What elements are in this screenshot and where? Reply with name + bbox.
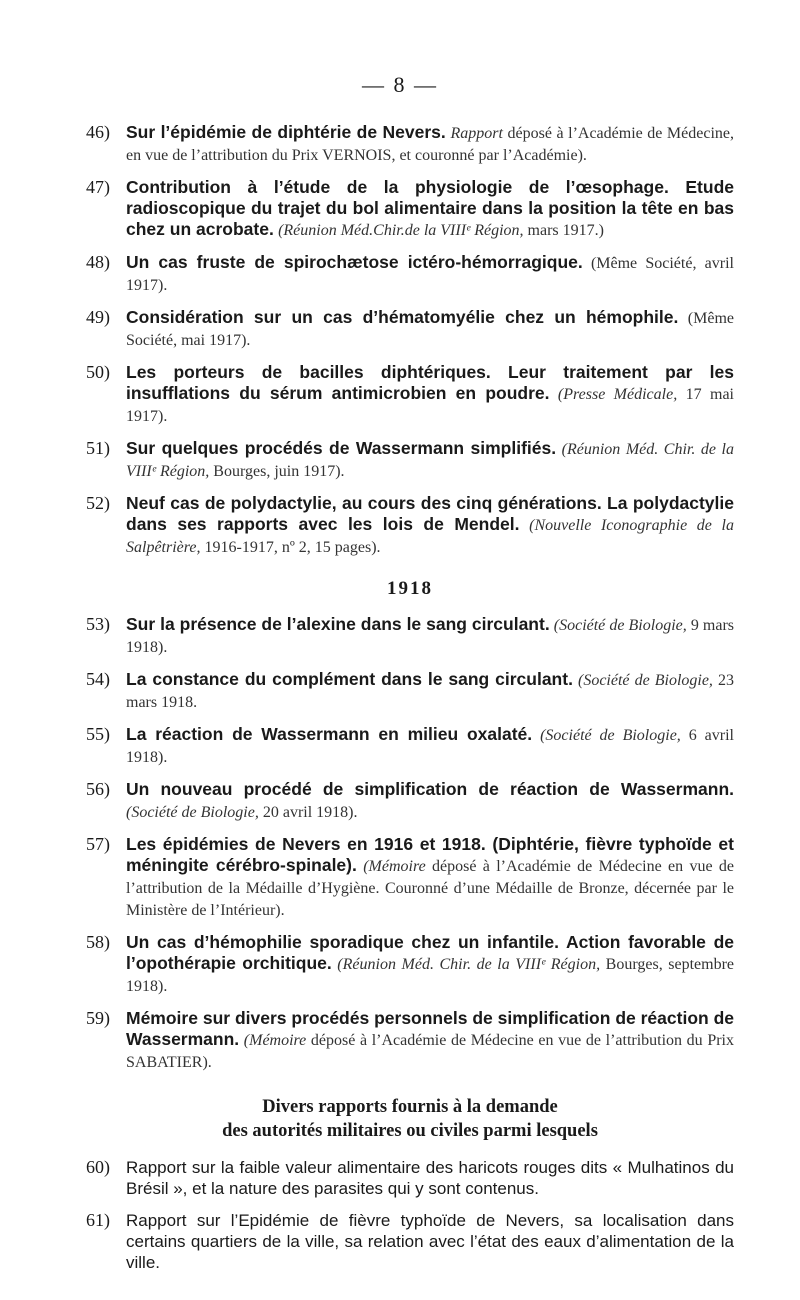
entry-text: Rapport sur la faible valeur alimentaire des haricots rouges dits « Mulhatinos du Brésil », et la nature des parasites qui y sont contenus. xyxy=(126,1158,734,1198)
entry-ref: 17 mai 1917). xyxy=(126,386,734,425)
entry-title: La réaction de Wassermann en milieu oxalaté. xyxy=(126,724,533,744)
list-item xyxy=(86,724,734,768)
entry-title: Neuf cas de polydactylie, au cours des cinq générations. La polydactylie dans ses rapports avec les lois de Mendel. xyxy=(126,493,734,534)
page-number: — 8 — xyxy=(362,72,438,97)
entry-number: 48) xyxy=(86,252,110,272)
entry-ref-italic: (Société de Biologie, xyxy=(126,804,259,821)
entry-number: 49) xyxy=(86,307,110,327)
entry-ref: déposé à l’Académie de Médecine en vue de l’attribution de la Médaille d’Hygiène. Couronné d’une Médaille de Bronze, décernée par le Ministère de l’Intérieur). xyxy=(126,858,734,919)
entry-ref: 6 avril 1918). xyxy=(126,727,734,766)
entry-number: 60) xyxy=(86,1157,110,1177)
list-item xyxy=(86,122,734,166)
bibliography-list xyxy=(86,122,734,1284)
entry-ref-italic: (Réunion Méd. Chir. de la VIIIᵉ Région, xyxy=(331,956,601,973)
entry-ref-italic: (Société de Biologie, xyxy=(532,727,681,744)
entry-ref: Bourges, septembre 1918). xyxy=(126,956,735,995)
list-item xyxy=(86,177,734,241)
entry-number: 57) xyxy=(86,834,110,854)
entry-ref-italic: (Mémoire xyxy=(356,858,426,875)
entry-title: Les porteurs de bacilles diphtériques. Leur traitement par les insufflations du sérum antimicrobien en poudre. xyxy=(126,362,734,403)
entry-number: 58) xyxy=(86,932,110,952)
entry-title: Mémoire sur divers procédés personnels de simplification de réaction de Wassermann. xyxy=(126,1008,734,1049)
entry-title: Sur la présence de l’alexine dans le sang circulant. xyxy=(126,614,550,634)
list-item xyxy=(86,493,734,558)
entry-ref-italic: Rapport xyxy=(450,125,503,142)
entry-ref-italic: (Société de Biologie, xyxy=(572,672,713,689)
entry-ref: 20 avril 1918). xyxy=(258,804,358,821)
entry-ref: déposé à l’Académie de Médecine en vue de l’attribution du Prix SABATIER). xyxy=(126,1032,734,1071)
entry-ref: 23 mars 1918. xyxy=(126,672,734,711)
list-item xyxy=(86,1157,734,1199)
list-item xyxy=(86,362,734,427)
entry-title: Un nouveau procédé de simplification de réaction de Wassermann. xyxy=(126,779,734,799)
list-item xyxy=(86,252,734,296)
entry-ref: 9 mars 1918). xyxy=(126,617,734,656)
entry-number: 46) xyxy=(86,122,110,142)
entry-title: Sur quelques procédés de Wassermann simplifiés. xyxy=(126,438,557,458)
entry-ref: mars 1917.) xyxy=(523,222,604,239)
list-item xyxy=(86,779,734,823)
entry-ref: déposé à l’Académie de Médecine, en vue de l’attribution du Prix VERNOIS, et couronné par l’Académie). xyxy=(126,125,734,164)
list-item xyxy=(86,438,734,482)
entry-title: Contribution à l’étude de la physiologie de l’œsophage. Etude radioscopique du trajet du bol alimentaire dans la position la tête en bas chez un acrobate. xyxy=(126,177,734,239)
entry-title: La constance du complément dans le sang circulant. xyxy=(126,669,573,689)
section-heading-line2: des autorités militaires ou civiles parmi lesquels xyxy=(222,1121,598,1141)
section-heading xyxy=(86,1095,734,1143)
list-item xyxy=(86,1210,734,1273)
list-item xyxy=(86,834,734,921)
entry-title: Les épidémies de Nevers en 1916 et 1918. (Diphtérie, fièvre typhoïde et méningite cérébro-spinale). xyxy=(126,834,734,875)
list-item xyxy=(86,614,734,658)
section-heading-line1: Divers rapports fournis à la demande xyxy=(262,1097,558,1117)
entry-ref-italic: (Réunion Méd. Chir. de la VIIIᵉ Région, xyxy=(126,441,734,480)
entry-ref-italic: (Réunion Méd.Chir.de la VIIIᵉ Région, xyxy=(278,222,524,239)
entry-number: 56) xyxy=(86,779,110,799)
entry-number: 52) xyxy=(86,493,110,513)
entry-ref: (Même Société, avril 1917). xyxy=(126,255,734,294)
entry-ref: (Même Société, mai 1917). xyxy=(126,310,734,349)
list-item xyxy=(86,1008,734,1073)
entry-number: 47) xyxy=(86,177,110,197)
year-heading: 1918 xyxy=(387,578,433,599)
entry-number: 50) xyxy=(86,362,110,382)
entry-number: 54) xyxy=(86,669,110,689)
list-item xyxy=(86,307,734,351)
entry-number: 59) xyxy=(86,1008,110,1028)
entry-number: 53) xyxy=(86,614,110,634)
entry-number: 51) xyxy=(86,438,110,458)
entry-number: 55) xyxy=(86,724,110,744)
list-item xyxy=(86,669,734,713)
entry-title: Un cas d’hémophilie sporadique chez un infantile. Action favorable de l’opothérapie orchitique. xyxy=(126,932,734,973)
entry-ref-italic: (Société de Biologie, xyxy=(549,617,687,634)
list-item xyxy=(86,932,734,997)
entry-title: Un cas fruste de spirochætose ictéro-hémorragique. xyxy=(126,252,583,272)
entry-ref-italic: (Mémoire xyxy=(239,1032,307,1049)
entry-ref-italic: (Presse Médicale, xyxy=(549,386,678,403)
entry-ref: Bourges, juin 1917). xyxy=(209,463,345,480)
entry-text: Rapport sur l’Epidémie de fièvre typhoïde de Nevers, sa localisation dans certains quartiers de la ville, sa relation avec l’état des eaux d’alimentation de la ville. xyxy=(126,1211,734,1272)
entry-number: 61) xyxy=(86,1210,110,1230)
entry-title: Considération sur un cas d’hématomyélie chez un hémophile. xyxy=(126,307,679,327)
entry-ref-italic: (Nouvelle Iconographie de la Salpêtrière, xyxy=(126,517,734,556)
entry-ref: 1916-1917, nº 2, 15 pages). xyxy=(200,539,381,556)
entry-title: Sur l’épidémie de diphtérie de Nevers. xyxy=(126,122,446,142)
